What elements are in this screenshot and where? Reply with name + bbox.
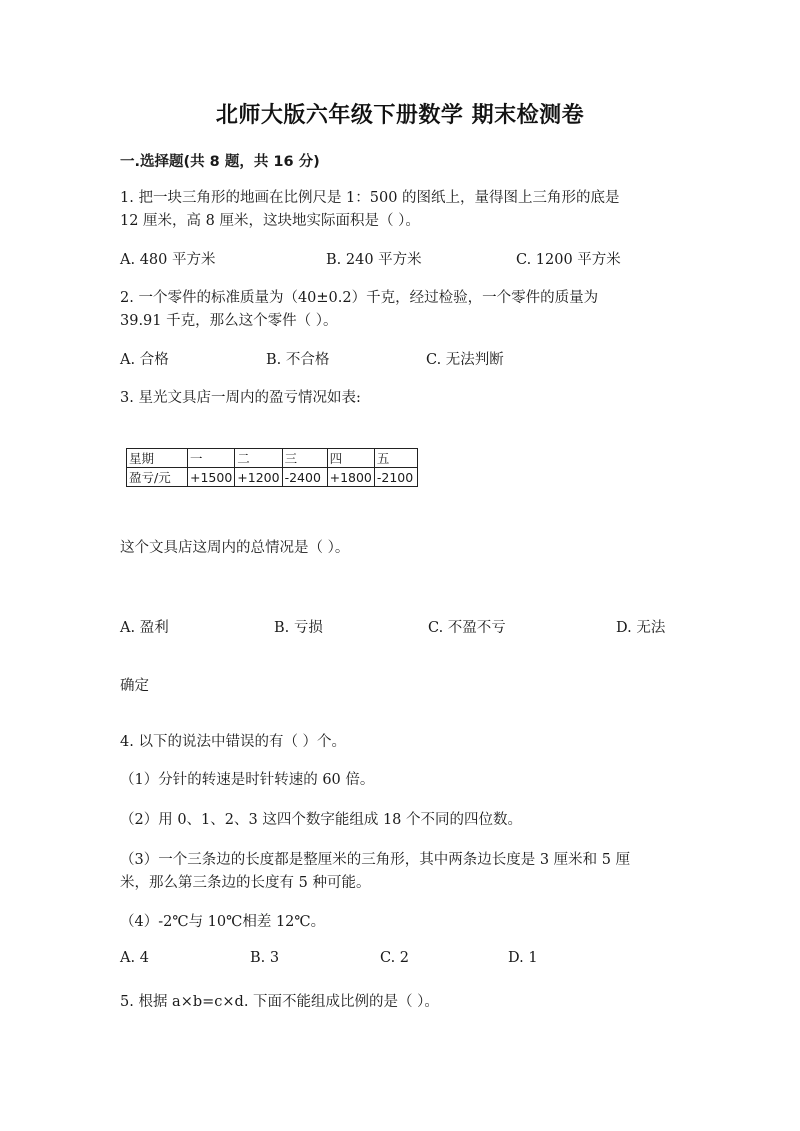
question-3-line-1: 3. 星光文具店一周内的盈亏情况如表: <box>120 390 361 406</box>
question-3-option-b: B. 亏损 <box>274 620 323 636</box>
question-2-option-b: B. 不合格 <box>266 352 330 368</box>
question-2-option-a: A. 合格 <box>120 352 169 368</box>
question-1-option-b: B. 240 平方米 <box>326 252 422 268</box>
table-cell: +1500 <box>188 468 235 487</box>
table-cell: 二 <box>235 449 282 468</box>
table-cell: +1200 <box>235 468 282 487</box>
question-2-option-c: C. 无法判断 <box>426 352 504 368</box>
table-row <box>127 468 418 487</box>
table-cell: -2100 <box>374 468 417 487</box>
question-5-line-1: 5. 根据 a×b=c×d. 下面不能组成比例的是（ ）。 <box>120 994 439 1010</box>
table-cell: 三 <box>282 449 327 468</box>
question-1-option-a: A. 480 平方米 <box>120 252 216 268</box>
table-header-row <box>127 449 418 468</box>
question-2-line-1: 2. 一个零件的标准质量为（40±0.2）千克，经过检验，一个零件的质量为 <box>120 290 599 306</box>
table-cell: -2400 <box>282 468 327 487</box>
table-cell: 五 <box>374 449 417 468</box>
question-4-statement-3-line-2: 米，那么第三条边的长度有 5 种可能。 <box>120 875 371 891</box>
question-1-line-2: 12 厘米，高 8 厘米，这块地实际面积是（ ）。 <box>120 213 420 229</box>
table-cell: 一 <box>188 449 235 468</box>
section-heading: 一.选择题(共 8 题，共 16 分) <box>120 154 320 170</box>
question-1-option-c: C. 1200 平方米 <box>516 252 621 268</box>
question-3-option-a: A. 盈利 <box>120 620 169 636</box>
table-cell: 星期 <box>127 449 188 468</box>
profit-loss-table <box>126 448 418 487</box>
question-4-option-d: D. 1 <box>508 950 538 966</box>
table-cell: 盈亏/元 <box>127 468 188 487</box>
question-2-line-2: 39.91 千克，那么这个零件（ ）。 <box>120 313 338 329</box>
question-4-option-a: A. 4 <box>120 950 149 966</box>
question-3-line-2: 这个文具店这周内的总情况是（ ）。 <box>120 540 350 556</box>
question-3-option-c: C. 不盈不亏 <box>428 620 506 636</box>
question-3-option-d-continued: 确定 <box>120 678 149 694</box>
question-4-statement-3-line-1: （3）一个三条边的长度都是整厘米的三角形，其中两条边长度是 3 厘米和 5 厘 <box>120 852 631 868</box>
question-3-option-d: D. 无法 <box>616 620 666 636</box>
table-cell: 四 <box>327 449 374 468</box>
question-4-statement-1: （1）分针的转速是时针转速的 60 倍。 <box>120 772 375 788</box>
question-4-line-1: 4. 以下的说法中错误的有（ ）个。 <box>120 734 347 750</box>
question-4-statement-2: （2）用 0、1、2、3 这四个数字能组成 18 个不同的四位数。 <box>120 812 523 828</box>
page-title: 北师大版六年级下册数学 期末检测卷 <box>215 103 585 128</box>
question-4-statement-4: （4）-2℃与 10℃相差 12℃。 <box>120 914 326 930</box>
question-1-line-1: 1. 把一块三角形的地画在比例尺是 1：500 的图纸上，量得图上三角形的底是 <box>120 190 620 206</box>
question-4-option-c: C. 2 <box>380 950 410 966</box>
table-cell: +1800 <box>327 468 374 487</box>
question-4-option-b: B. 3 <box>250 950 280 966</box>
